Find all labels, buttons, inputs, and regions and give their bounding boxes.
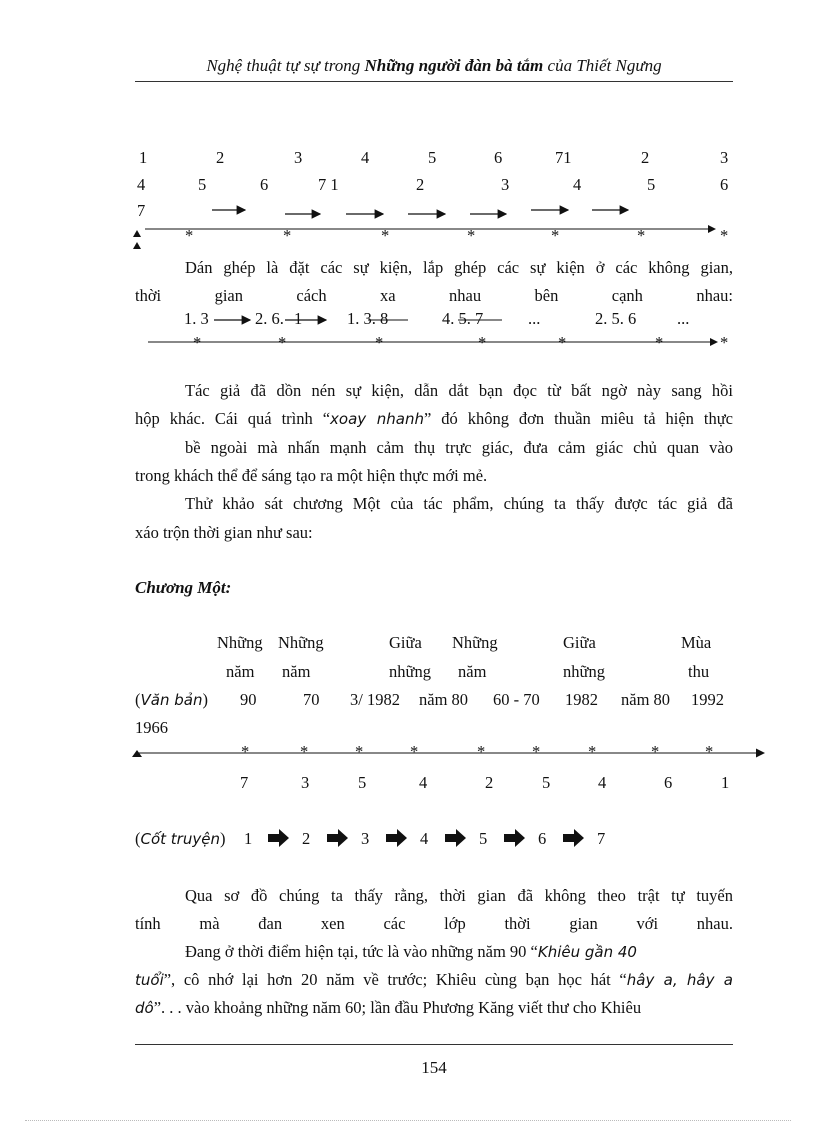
d1-r2-2: 5 — [198, 175, 207, 194]
para1-line2: thời gian cách xa nhau bên cạnh nhau: — [135, 286, 733, 305]
tl-r1-4: Những — [452, 633, 498, 652]
tl-r2-5: những — [563, 662, 605, 681]
seq-2: 2. 6. — [255, 309, 284, 328]
tl-star-9: * — [705, 742, 714, 761]
plot-4: 4 — [420, 829, 429, 848]
tl-order-3: 5 — [358, 773, 367, 792]
para4-line5-b: ”. . . vào khoảng những năm 60; lần đầu Phương Kăng viết thư cho Khiêu — [153, 998, 642, 1017]
d1-r2-7: 4 — [573, 175, 582, 194]
footer-rule — [135, 1044, 733, 1045]
d1-star-3: * — [381, 226, 390, 245]
para2-line3: bề ngoài mà nhấn mạnh cảm thụ trực giác, đưa cảm giác chủ quan vào — [185, 438, 733, 457]
tl-r3-4: năm 80 — [419, 690, 469, 709]
para2-line2-em: xoay nhanh — [330, 410, 424, 428]
header-pre: Nghệ thuật tự sự trong — [206, 56, 365, 75]
d1-star-6: * — [637, 226, 646, 245]
tl-r2-3: những — [389, 662, 431, 681]
seq-7: 2. 5. 6 — [595, 309, 637, 328]
tl-order-6: 5 — [542, 773, 551, 792]
d1-r1-7: 71 — [555, 148, 572, 167]
plot-label: (Cốt truyện) — [135, 829, 226, 848]
seq-star-3: * — [375, 333, 384, 352]
para4-line4-em2: hây a, hây a — [626, 971, 733, 989]
d1-star-2: * — [283, 226, 292, 245]
d1-r2-6: 3 — [501, 175, 510, 194]
d1-r2-9: 6 — [720, 175, 729, 194]
tl-text-label: (Văn bản) — [135, 690, 208, 709]
para4-line3-em: Khiêu gần 40 — [537, 943, 637, 961]
tl-r3-5: 60 - 70 — [493, 690, 540, 709]
plot-3: 3 — [361, 829, 370, 848]
para2-line2-c: ” đó không đơn thuần miêu tả hiện thực — [423, 409, 733, 428]
tl-r1-6: Mùa — [681, 633, 712, 652]
plot-1: 1 — [244, 829, 253, 848]
tl-r2-2: năm — [282, 662, 311, 681]
seq-star-4: * — [478, 333, 487, 352]
d1-r2-3: 6 — [260, 175, 269, 194]
d1-r1-3: 3 — [294, 148, 303, 167]
tl-r3-2: 70 — [303, 690, 320, 709]
d1-star-7: * — [720, 226, 729, 245]
tl-star-8: * — [651, 742, 660, 761]
plot-arrow-icon-3 — [386, 829, 407, 847]
plot-arrow-icon-6 — [563, 829, 584, 847]
para2-line4: trong khách thể để sáng tạo ra một hiện thực mới mẻ. — [135, 466, 488, 485]
tl-star-7: * — [588, 742, 597, 761]
seq-3: 1 — [294, 309, 303, 328]
para4-line5-em: dô — [135, 999, 154, 1017]
tl-star-5: * — [477, 742, 486, 761]
tl-r2-1: năm — [226, 662, 255, 681]
seq-8: ... — [677, 309, 690, 328]
tl-star-1: * — [241, 742, 250, 761]
page-edge-dotted — [25, 1120, 791, 1121]
tl-order-8: 6 — [664, 773, 673, 792]
d1-star-4: * — [467, 226, 476, 245]
tl-order-9: 1 — [721, 773, 730, 792]
tl-r3-6: 1982 — [565, 690, 598, 709]
seq-1: 1. 3 — [184, 309, 209, 328]
para4-line5 — [135, 994, 733, 1022]
chapter-heading: Chương Một: — [135, 578, 232, 597]
d1-star-1: * — [185, 226, 194, 245]
tl-star-6: * — [532, 742, 541, 761]
para3-line2: xáo trộn thời gian như sau: — [135, 523, 313, 542]
plot-6: 6 — [538, 829, 547, 848]
para1-line1: Dán ghép là đặt các sự kiện, lắp ghép các sự kiện ở các không gian, — [185, 258, 733, 277]
tl-r4: 1966 — [135, 718, 168, 737]
tl-r1-3: Giữa — [389, 633, 422, 652]
para4-line3-a: Đang ở thời điểm hiện tại, tức là vào những năm 90 “ — [185, 942, 538, 961]
tl-order-4: 4 — [419, 773, 428, 792]
tl-star-3: * — [355, 742, 364, 761]
seq-star-1: * — [193, 333, 202, 352]
plot-arrow-icon-5 — [504, 829, 525, 847]
d1-r3-1: 7 — [137, 201, 146, 220]
seq-6: ... — [528, 309, 541, 328]
d1-r1-5: 5 — [428, 148, 437, 167]
tl-r1-1: Những — [217, 633, 263, 652]
tl-r2-4: năm — [458, 662, 487, 681]
plot-7: 7 — [597, 829, 606, 848]
tl-order-5: 2 — [485, 773, 494, 792]
para4-line4-b: ”, cô nhớ lại hơn 20 năm về trước; Khiêu cùng bạn học hát “ — [163, 970, 627, 989]
para4-line2: tính mà đan xen các lớp thời gian với nhau. — [135, 914, 733, 933]
tl-text-label-word: Văn bản — [140, 691, 203, 709]
para4-line4-em1: tuổi — [135, 971, 164, 989]
d1-r2-1: 4 — [137, 175, 146, 194]
plot-5: 5 — [479, 829, 488, 848]
d1-star-5: * — [551, 226, 560, 245]
seq-star-7: * — [720, 333, 729, 352]
tl-r2-6: thu — [688, 662, 710, 681]
header-post: của Thiết Ngưng — [543, 56, 662, 75]
tl-star-4: * — [410, 742, 419, 761]
d1-r1-6: 6 — [494, 148, 503, 167]
d1-r1-2: 2 — [216, 148, 225, 167]
d1-r1-4: 4 — [361, 148, 370, 167]
d1-r1-8: 2 — [641, 148, 650, 167]
tl-r3-3: 3/ 1982 — [350, 690, 400, 709]
plot-2: 2 — [302, 829, 311, 848]
plot-arrow-icon-4 — [445, 829, 466, 847]
para4-line1: Qua sơ đồ chúng ta thấy rằng, thời gian đã không theo trật tự tuyến — [185, 886, 733, 905]
plot-arrow-icon-1 — [268, 829, 289, 847]
d1-r1-9: 3 — [720, 148, 729, 167]
tl-r1-5: Giữa — [563, 633, 596, 652]
tl-order-1: 7 — [240, 773, 249, 792]
tl-star-2: * — [300, 742, 309, 761]
tl-r3-1: 90 — [240, 690, 257, 709]
seq-star-6: * — [655, 333, 664, 352]
page-number: 154 — [421, 1058, 447, 1077]
seq-star-5: * — [558, 333, 567, 352]
para2-line1: Tác giả đã dồn nén sự kiện, dẫn dắt bạn đọc từ bất ngờ này sang hồi — [185, 381, 733, 400]
header-book-title: Những người đàn bà tắm — [364, 56, 544, 75]
tl-r1-2: Những — [278, 633, 324, 652]
d1-r1-1: 1 — [139, 148, 148, 167]
tl-order-7: 4 — [598, 773, 607, 792]
plot-arrow-icon-2 — [327, 829, 348, 847]
plot-label-word: Cốt truyện — [140, 830, 220, 848]
tl-order-2: 3 — [301, 773, 310, 792]
seq-4: 1. 3. 8 — [347, 309, 389, 328]
d1-r2-4: 7 1 — [318, 175, 339, 194]
d1-r2-5: 2 — [416, 175, 425, 194]
seq-5: 4. 5. 7 — [442, 309, 484, 328]
tl-r3-7: năm 80 — [621, 690, 671, 709]
seq-star-2: * — [278, 333, 287, 352]
para4-line4 — [135, 966, 733, 994]
para2-line2-a: hộp khác. Cái quá trình “ — [135, 409, 331, 428]
tl-r3-8: 1992 — [691, 690, 724, 709]
d1-r2-8: 5 — [647, 175, 656, 194]
para3-line1: Thử khảo sát chương Một của tác phẩm, chúng ta thấy được tác giả đã — [185, 494, 733, 513]
para4-line3 — [135, 938, 733, 966]
